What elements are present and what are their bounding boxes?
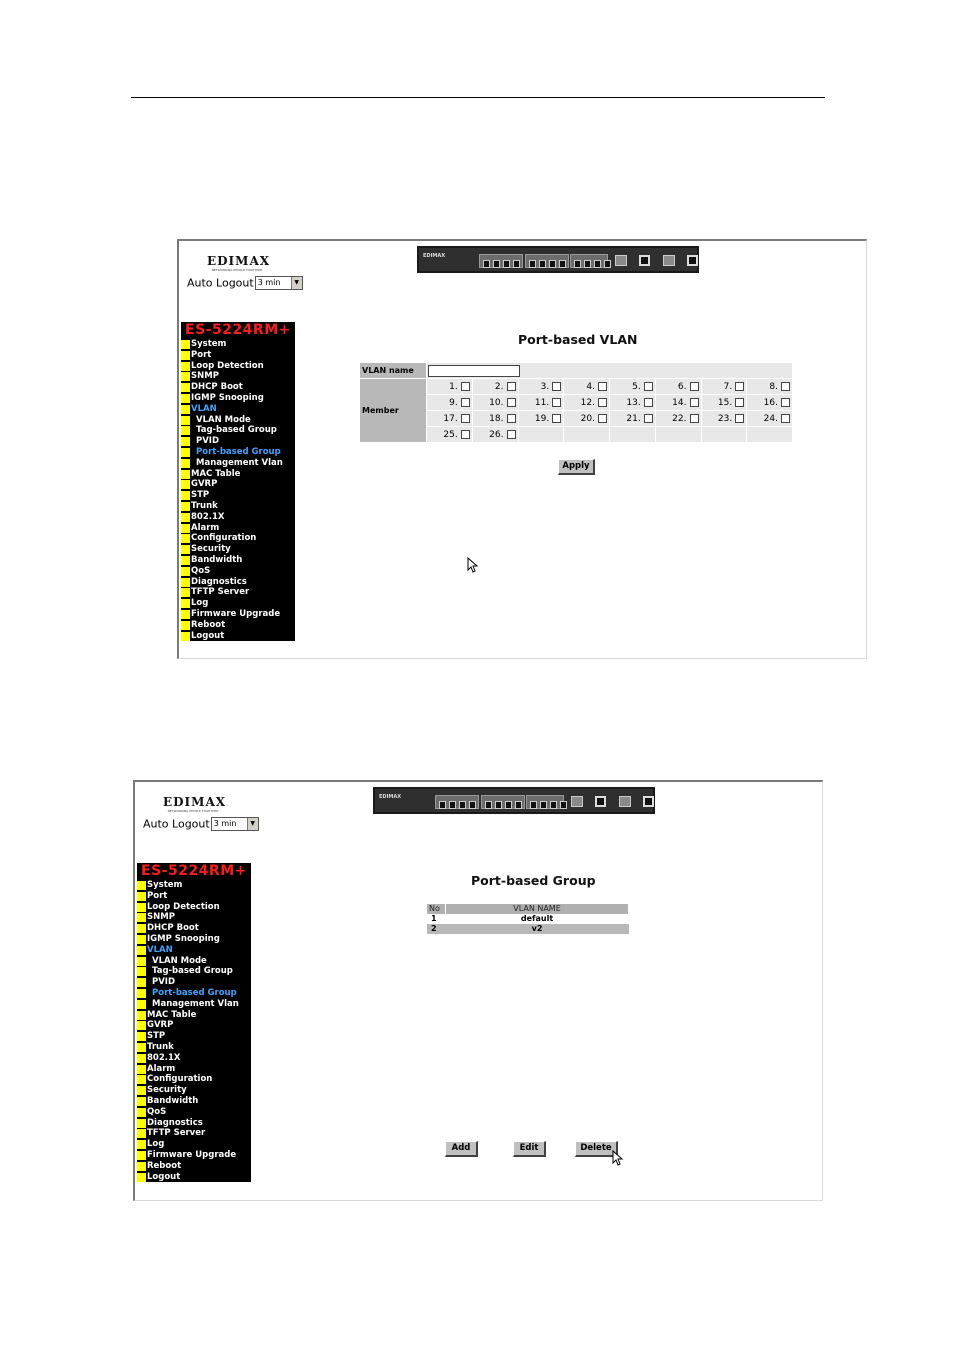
port-member-checkbox[interactable] — [461, 430, 470, 439]
sidebar-item-dhcp-boot[interactable] — [137, 923, 251, 934]
port-number-label: 21. — [626, 413, 641, 424]
sidebar-item-alarm[interactable] — [181, 523, 295, 534]
port-member-checkbox[interactable] — [507, 382, 516, 391]
sidebar-item-label: Log — [147, 1139, 165, 1150]
sidebar-item-label: 802.1X — [147, 1052, 181, 1063]
port-number-label: 3. — [540, 381, 550, 392]
table-row[interactable]: 2 v2 — [427, 924, 629, 934]
edimax-logo: EDIMAX NETWORKING PEOPLE TOGETHER — [163, 795, 227, 813]
edit-button[interactable]: Edit — [513, 1141, 546, 1157]
sidebar-item-label: Security — [147, 1085, 187, 1096]
sidebar-item-reboot[interactable] — [137, 1161, 251, 1172]
sidebar-item-label: Alarm — [147, 1063, 176, 1074]
sidebar-item-label: VLAN — [147, 944, 173, 955]
port-block — [525, 254, 569, 268]
port-member-checkbox[interactable] — [461, 382, 470, 391]
menu-bullet-icon — [181, 491, 190, 500]
sidebar-item-snmp[interactable] — [181, 371, 295, 382]
sidebar-item-vlan-mode[interactable] — [137, 956, 251, 967]
sidebar-item-tftp-server[interactable] — [181, 587, 295, 598]
sidebar-item-system[interactable] — [181, 339, 295, 350]
menu-bullet-icon — [137, 1054, 146, 1063]
sidebar-item-logout[interactable] — [137, 1172, 251, 1183]
sidebar-item-bandwidth[interactable] — [137, 1096, 251, 1107]
menu-bullet-icon — [181, 567, 190, 576]
port-member-cell — [564, 379, 610, 395]
mouse-cursor-icon — [467, 557, 479, 573]
menu-bullet-icon — [181, 599, 190, 608]
sidebar-item-label: Configuration — [191, 533, 257, 544]
port-number-label: 8. — [769, 381, 778, 392]
sidebar-item-label: Diagnostics — [147, 1117, 203, 1128]
sidebar-item-port-based-group[interactable] — [137, 988, 251, 999]
sidebar-item-mac-table[interactable] — [137, 1010, 251, 1021]
port-block — [570, 254, 608, 268]
rj45-port — [639, 255, 650, 266]
menu-bullet-icon — [181, 524, 190, 533]
port-number-label: 22. — [672, 413, 687, 424]
menu-bullet-icon — [181, 621, 190, 630]
menu-bullet-icon — [137, 957, 146, 966]
page-title: Port-based VLAN — [518, 332, 638, 347]
port-member-cell — [472, 395, 518, 411]
port-member-cell — [518, 379, 564, 395]
sidebar-item-security[interactable] — [181, 544, 295, 555]
mouse-cursor-icon — [612, 1150, 624, 1166]
rj45-port — [595, 796, 606, 807]
port-member-checkbox[interactable] — [598, 414, 607, 423]
sidebar-item-label: System — [147, 880, 183, 890]
menu-bullet-icon — [181, 340, 190, 349]
port-member-cell — [655, 379, 701, 395]
switch-front-panel-image — [417, 246, 699, 273]
menu-bullet-icon — [181, 588, 190, 597]
port-number-label: 26. — [489, 429, 504, 440]
port-number-label: 18. — [489, 413, 504, 424]
sidebar-item-label: Alarm — [191, 522, 220, 533]
sidebar-item-label: Configuration — [147, 1074, 213, 1085]
port-member-cell — [747, 395, 793, 411]
port-number-label: 16. — [763, 397, 778, 408]
sidebar-item-port[interactable] — [181, 350, 295, 361]
menu-bullet-icon — [137, 1000, 146, 1009]
sidebar-item-label: VLAN Mode — [152, 955, 207, 966]
sidebar-item-port[interactable] — [137, 891, 251, 902]
menu-bullet-icon — [181, 383, 190, 392]
port-member-checkbox[interactable] — [690, 398, 699, 407]
model-name: ES-5224RM+ — [185, 322, 291, 338]
sidebar-item-label: Loop Detection — [147, 901, 220, 912]
menu-bullet-icon — [137, 1162, 146, 1171]
sidebar-item-management-vlan[interactable] — [181, 458, 295, 469]
sidebar-item-label: Management Vlan — [152, 998, 239, 1009]
sidebar-item-loop-detection[interactable] — [137, 902, 251, 913]
menu-bullet-icon — [137, 903, 146, 912]
rj45-port — [687, 255, 698, 266]
port-number-label: 5. — [632, 381, 641, 392]
sidebar-item-label: GVRP — [191, 479, 218, 490]
sidebar-item-label: 802.1X — [191, 511, 225, 522]
menu-bullet-icon — [181, 416, 190, 425]
menu-bullet-icon — [137, 913, 146, 922]
sidebar-item-pvid[interactable] — [181, 436, 295, 447]
port-number-label: 6. — [677, 381, 687, 392]
sidebar-item-label: Trunk — [147, 1041, 174, 1052]
port-member-cell — [701, 395, 747, 411]
sidebar-item-mac-table[interactable] — [181, 469, 295, 480]
port-member-checkbox[interactable] — [644, 414, 653, 423]
menu-bullet-icon — [137, 1140, 146, 1149]
sidebar-item-firmware-upgrade[interactable] — [181, 609, 295, 620]
sidebar-item-label: PVID — [152, 977, 176, 988]
port-number-label: 23. — [717, 413, 733, 424]
port-number-label: 2. — [494, 381, 504, 392]
sidebar-item-label: Firmware Upgrade — [191, 608, 281, 619]
screenshot-port-based-vlan — [177, 239, 867, 659]
sidebar-item-802-1x[interactable] — [181, 512, 295, 523]
port-number-label: 11. — [534, 397, 550, 408]
sidebar-item-system[interactable] — [137, 880, 251, 891]
model-name: ES-5224RM+ — [141, 863, 247, 879]
table-row[interactable]: 1 default — [427, 914, 629, 924]
sidebar-item-label: Management Vlan — [196, 457, 283, 468]
sidebar-item-label: GVRP — [147, 1020, 174, 1031]
sidebar-item-configuration[interactable] — [181, 533, 295, 544]
port-number-label: 17. — [443, 413, 458, 424]
sidebar-item-dhcp-boot[interactable] — [181, 382, 295, 393]
screenshot-port-based-group — [133, 780, 823, 1201]
sidebar-item-trunk[interactable] — [137, 1042, 251, 1053]
port-block — [479, 254, 523, 268]
sidebar-item-label: Port — [147, 890, 168, 901]
sidebar-item-diagnostics[interactable] — [181, 577, 295, 588]
menu-bullet-icon — [181, 556, 190, 565]
port-member-checkbox[interactable] — [598, 382, 607, 391]
menu-bullet-icon — [181, 545, 190, 554]
port-number-label: 15. — [717, 397, 733, 408]
sidebar-item-stp[interactable] — [137, 1031, 251, 1042]
port-member-checkbox[interactable] — [644, 398, 653, 407]
sfp-slot — [663, 255, 675, 266]
port-member-cell — [610, 379, 656, 395]
port-number-label: 13. — [626, 397, 641, 408]
sidebar-item-qos[interactable] — [181, 566, 295, 577]
menu-bullet-icon — [181, 632, 190, 641]
sidebar-item-label: TFTP Server — [191, 587, 250, 598]
menu-bullet-icon — [137, 946, 146, 955]
menu-bullet-icon — [181, 351, 190, 360]
port-member-checkbox[interactable] — [781, 414, 790, 423]
sidebar-item-label: QoS — [147, 1106, 167, 1117]
port-member-cell — [701, 379, 747, 395]
edimax-logo: EDIMAX NETWORKING PEOPLE TOGETHER — [207, 254, 271, 272]
sidebar-item-label: STP — [147, 1031, 166, 1042]
port-member-checkbox[interactable] — [552, 398, 561, 407]
menu-bullet-icon — [181, 394, 190, 403]
menu-bullet-icon — [181, 372, 190, 381]
sidebar-item-label: STP — [191, 490, 210, 501]
port-member-cell — [747, 411, 793, 427]
sidebar-item-label: Firmware Upgrade — [147, 1149, 237, 1160]
sfp-slot — [619, 796, 631, 807]
port-member-checkbox[interactable] — [598, 398, 607, 407]
menu-bullet-icon — [181, 405, 190, 414]
sidebar-item-label: Port-based Group — [152, 987, 237, 998]
menu-bullet-icon — [181, 534, 190, 543]
sidebar-item-label: DHCP Boot — [191, 382, 243, 393]
sidebar-item-label: System — [191, 339, 227, 349]
port-member-cell — [655, 411, 701, 427]
port-member-checkbox[interactable] — [735, 398, 744, 407]
port-member-cell — [747, 379, 793, 395]
member-label: Member — [360, 379, 427, 443]
sidebar-item-label: IGMP Snooping — [191, 392, 264, 403]
sidebar-item-label: SNMP — [147, 912, 175, 923]
sidebar-item-qos[interactable] — [137, 1107, 251, 1118]
auto-logout-label: Auto Logout — [187, 276, 254, 290]
port-member-cell — [427, 379, 473, 395]
sfp-slot — [571, 796, 583, 807]
sidebar-item-label: Tag-based Group — [152, 966, 233, 977]
sidebar-item-pvid[interactable] — [137, 977, 251, 988]
menu-bullet-icon — [181, 470, 190, 479]
sidebar-item-trunk[interactable] — [181, 501, 295, 512]
chevron-down-icon: ▼ — [247, 818, 258, 830]
port-member-checkbox[interactable] — [461, 398, 470, 407]
sidebar-item-firmware-upgrade[interactable] — [137, 1150, 251, 1161]
port-member-cell — [701, 411, 747, 427]
port-member-checkbox[interactable] — [781, 382, 790, 391]
menu-bullet-icon — [181, 480, 190, 489]
menu-bullet-icon — [137, 967, 146, 976]
port-member-cell — [564, 411, 610, 427]
menu-bullet-icon — [137, 1043, 146, 1052]
menu-bullet-icon — [137, 924, 146, 933]
sidebar-item-label: MAC Table — [147, 1009, 197, 1020]
menu-bullet-icon — [137, 1021, 146, 1030]
sidebar-item-label: Loop Detection — [191, 360, 264, 371]
sidebar-item-tag-based-group[interactable] — [137, 966, 251, 977]
port-member-checkbox[interactable] — [507, 414, 516, 423]
sidebar-item-label: Port — [191, 349, 212, 360]
menu-bullet-icon — [137, 978, 146, 987]
table-header-row — [427, 904, 629, 914]
port-number-label: 4. — [586, 381, 595, 392]
port-number-label: 25. — [443, 429, 458, 440]
menu-bullet-icon — [137, 1151, 146, 1160]
port-member-cell — [610, 395, 656, 411]
menu-bullet-icon — [137, 1129, 146, 1138]
port-member-cell — [472, 379, 518, 395]
column-header-vlan-name: VLAN NAME — [446, 904, 629, 914]
sidebar-item-igmp-snooping[interactable] — [137, 934, 251, 945]
menu-bullet-icon — [137, 1032, 146, 1041]
sidebar-item-label: IGMP Snooping — [147, 933, 220, 944]
sidebar-item-label: Log — [191, 598, 209, 609]
port-member-checkbox[interactable] — [507, 398, 516, 407]
column-header-no: No — [427, 904, 446, 914]
device-brand-label: EDIMAX — [379, 794, 402, 800]
port-number-label: 7. — [723, 381, 733, 392]
auto-logout-select[interactable]: 3 min ▼ — [255, 276, 303, 290]
sidebar-item-igmp-snooping[interactable] — [181, 393, 295, 404]
menu-bullet-icon — [137, 1119, 146, 1128]
sidebar-item-vlan-mode[interactable] — [181, 415, 295, 426]
port-number-label: 24. — [763, 413, 778, 424]
menu-bullet-icon — [181, 502, 190, 511]
port-member-cell — [518, 395, 564, 411]
sfp-slot — [615, 255, 627, 266]
sidebar-item-gvrp[interactable] — [181, 479, 295, 490]
port-member-checkbox[interactable] — [644, 382, 653, 391]
sidebar-item-label: Bandwidth — [147, 1095, 199, 1106]
sidebar-item-log[interactable] — [181, 598, 295, 609]
sidebar-item-label: Trunk — [191, 500, 218, 511]
port-number-label: 14. — [672, 397, 687, 408]
sidebar-item-label: SNMP — [191, 371, 219, 382]
port-member-cell — [610, 411, 656, 427]
chevron-down-icon: ▼ — [291, 277, 302, 289]
port-member-checkbox[interactable] — [552, 414, 561, 423]
sidebar-item-label: TFTP Server — [147, 1128, 206, 1139]
menu-bullet-icon — [137, 892, 146, 901]
sidebar-menu — [181, 322, 295, 641]
port-number-label: 10. — [489, 397, 504, 408]
menu-bullet-icon — [181, 513, 190, 522]
menu-bullet-icon — [137, 935, 146, 944]
port-number-label: 9. — [449, 397, 458, 408]
port-member-cell — [472, 411, 518, 427]
sidebar-item-label: Bandwidth — [191, 554, 243, 565]
port-member-cell — [655, 395, 701, 411]
delete-button[interactable]: Delete — [575, 1141, 618, 1157]
menu-bullet-icon — [137, 1108, 146, 1117]
menu-bullet-icon — [137, 989, 146, 998]
sidebar-item-snmp[interactable] — [137, 912, 251, 923]
sidebar-item-configuration[interactable] — [137, 1074, 251, 1085]
sidebar-item-label: Logout — [147, 1171, 181, 1182]
menu-bullet-icon — [137, 1075, 146, 1084]
sidebar-item-802-1x[interactable] — [137, 1053, 251, 1064]
sidebar-item-vlan[interactable] — [181, 404, 295, 415]
menu-bullet-icon — [137, 1086, 146, 1095]
add-button[interactable]: Add — [445, 1141, 478, 1157]
menu-bullet-icon — [137, 1097, 146, 1106]
auto-logout — [187, 276, 303, 290]
sidebar-item-alarm[interactable] — [137, 1064, 251, 1075]
device-brand-label: EDIMAX — [423, 253, 446, 259]
vlan-name-input[interactable] — [428, 365, 520, 377]
menu-bullet-icon — [181, 437, 190, 446]
page-title: Port-based Group — [471, 873, 596, 888]
vlan-name-label: VLAN name — [360, 363, 427, 379]
sidebar-item-bandwidth[interactable] — [181, 555, 295, 566]
switch-front-panel-image — [373, 787, 655, 814]
auto-logout-label: Auto Logout — [143, 817, 210, 831]
sidebar-item-label: VLAN Mode — [196, 414, 251, 425]
menu-bullet-icon — [137, 881, 146, 890]
sidebar-item-label: Reboot — [147, 1160, 182, 1171]
sidebar-item-logout[interactable] — [181, 631, 295, 642]
sidebar-item-loop-detection[interactable] — [181, 361, 295, 372]
menu-bullet-icon — [181, 426, 190, 435]
port-member-cell — [518, 411, 564, 427]
port-member-checkbox[interactable] — [735, 382, 744, 391]
port-member-cell — [472, 427, 518, 443]
port-member-checkbox[interactable] — [507, 430, 516, 439]
port-member-checkbox[interactable] — [690, 414, 699, 423]
sidebar-item-label: Security — [191, 544, 231, 555]
sidebar-item-label: Diagnostics — [191, 576, 247, 587]
auto-logout-select[interactable]: 3 min ▼ — [211, 817, 259, 831]
sidebar-item-log[interactable] — [137, 1139, 251, 1150]
sidebar-item-label: PVID — [196, 436, 220, 447]
sidebar-item-tag-based-group[interactable] — [181, 425, 295, 436]
port-vlan-form — [359, 362, 793, 443]
port-member-checkbox[interactable] — [690, 382, 699, 391]
port-member-checkbox[interactable] — [552, 382, 561, 391]
sidebar-item-label: VLAN — [191, 403, 217, 414]
menu-bullet-icon — [181, 610, 190, 619]
sidebar-item-vlan[interactable] — [137, 945, 251, 956]
sidebar-item-stp[interactable] — [181, 490, 295, 501]
sidebar-item-management-vlan[interactable] — [137, 999, 251, 1010]
port-number-label: 19. — [534, 413, 550, 424]
sidebar-item-security[interactable] — [137, 1085, 251, 1096]
port-member-cell — [427, 411, 473, 427]
port-member-checkbox[interactable] — [781, 398, 790, 407]
sidebar-menu — [137, 863, 251, 1182]
sidebar-item-label: Port-based Group — [196, 446, 281, 457]
sidebar-item-reboot[interactable] — [181, 620, 295, 631]
menu-bullet-icon — [181, 362, 190, 371]
port-block — [481, 795, 525, 809]
port-number-label: 20. — [580, 413, 595, 424]
menu-bullet-icon — [181, 459, 190, 468]
port-member-cell — [427, 395, 473, 411]
port-number-label: 1. — [449, 381, 458, 392]
menu-bullet-icon — [181, 578, 190, 587]
sidebar-item-label: Logout — [191, 630, 225, 641]
apply-button[interactable]: Apply — [558, 459, 595, 475]
sidebar-item-label: MAC Table — [191, 468, 241, 479]
sidebar-item-label: DHCP Boot — [147, 923, 199, 934]
page-header-rule — [131, 97, 825, 98]
sidebar-item-label: Reboot — [191, 619, 226, 630]
port-block — [526, 795, 564, 809]
menu-bullet-icon — [137, 1011, 146, 1020]
menu-bullet-icon — [137, 1065, 146, 1074]
port-member-cell — [427, 427, 473, 443]
sidebar-item-diagnostics[interactable] — [137, 1118, 251, 1129]
vlan-group-table — [427, 904, 629, 934]
port-member-checkbox[interactable] — [735, 414, 744, 423]
sidebar-item-port-based-group[interactable] — [181, 447, 295, 458]
sidebar-item-label: Tag-based Group — [196, 425, 277, 436]
port-member-cell — [564, 395, 610, 411]
sidebar-item-tftp-server[interactable] — [137, 1128, 251, 1139]
port-number-label: 12. — [580, 397, 595, 408]
menu-bullet-icon — [137, 1173, 146, 1182]
auto-logout — [143, 817, 259, 831]
menu-bullet-icon — [181, 448, 190, 457]
sidebar-item-gvrp[interactable] — [137, 1020, 251, 1031]
port-member-checkbox[interactable] — [461, 414, 470, 423]
port-block — [435, 795, 479, 809]
rj45-port — [643, 796, 654, 807]
sidebar-item-label: QoS — [191, 565, 211, 576]
